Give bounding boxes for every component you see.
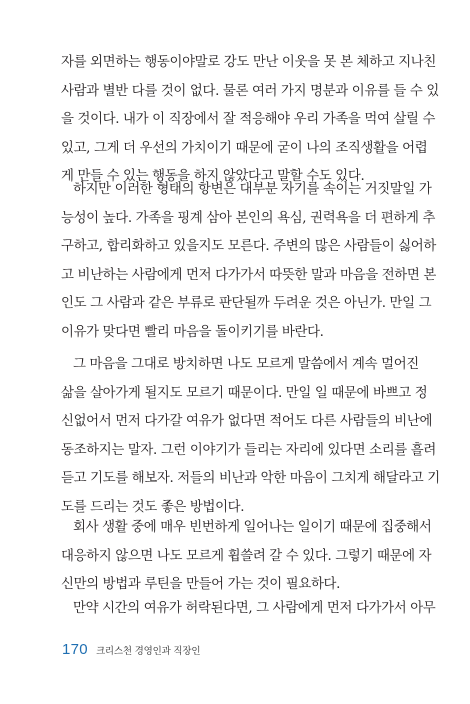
paragraph-4: [61, 514, 432, 600]
paragraph-2: [61, 176, 436, 348]
text-line: 신만의 방법과 루틴을 만들어 가는 것이 필요하다.: [61, 577, 341, 593]
text-line: 게 만들 수 있는 행동을 하지 않았다고 말할 수도 있다.: [61, 169, 365, 185]
text-line: 신없어서 먼저 다가갈 여유가 없다면 적어도 다른 사람들의 비난에: [61, 414, 433, 430]
text-line: 그 마음을 그대로 방치하면 나도 모르게 말씀에서 계속 멀어진: [73, 357, 419, 372]
text-line: 이유가 맞다면 빨리 마음을 돌이키기를 바란다.: [61, 324, 324, 340]
text-line: 도를 드리는 것도 좋은 방법이다.: [61, 499, 245, 515]
text-line: 삶을 살아가게 될지도 모르기 때문이다. 만일 일 때문에 바쁘고 정: [61, 385, 428, 401]
text-line: 만약 시간의 여유가 허락된다면, 그 사람에게 먼저 다가가서 아무: [73, 601, 436, 616]
text-line: 사람과 별반 다를 것이 없다. 물론 여러 가지 명분과 이유를 들 수 있: [61, 83, 440, 99]
text-line: 있고, 그게 더 우선의 가치이기 때문에 굳이 나의 조직생활을 어렵: [61, 140, 428, 156]
text-line: 듣고 기도를 해보자. 저들의 비난과 악한 마음이 그치게 해달라고 기: [61, 471, 440, 487]
paragraph-1: [61, 49, 440, 192]
text-line: 고 비난하는 사람에게 먼저 다가가서 따뜻한 말과 마음을 전하면 본: [61, 267, 436, 283]
text-line: 구하고, 합리화하고 있을지도 모른다. 주변의 많은 사람들이 싫어하: [61, 239, 436, 255]
page-number: 170: [62, 641, 88, 658]
text-line: 인도 그 사람과 같은 부류로 판단될까 두려운 것은 아닌가. 만일 그: [61, 296, 432, 312]
text-line: 대응하지 않으면 나도 모르게 휩쓸려 갈 수 있다. 그렇기 때문에 자: [61, 548, 432, 564]
text-line: 하지만 이러한 형태의 항변은 대부분 자기를 속이는 거짓말일 가: [73, 182, 432, 197]
text-line: 능성이 높다. 가족을 핑계 삼아 본인의 욕심, 권력욕을 더 편하게 추: [61, 210, 436, 226]
paragraph-3: [61, 351, 440, 523]
text-line: 동조하지는 말자. 그런 이야기가 들리는 자리에 있다면 소리를 흘려: [61, 442, 436, 458]
book-title: 크리스천 경영인과 직장인: [95, 646, 201, 657]
text-line: 자를 외면하는 행동이야말로 강도 만난 이웃을 못 본 체하고 지나친: [61, 55, 436, 70]
text-line: 회사 생활 중에 매우 빈번하게 일어나는 일이기 때문에 집중해서: [73, 520, 432, 535]
text-line: 을 것이다. 내가 이 직장에서 잘 적응해야 우리 가족을 먹여 살릴 수: [61, 112, 436, 128]
paragraph-5: [61, 595, 436, 624]
page-footer: [62, 641, 200, 658]
